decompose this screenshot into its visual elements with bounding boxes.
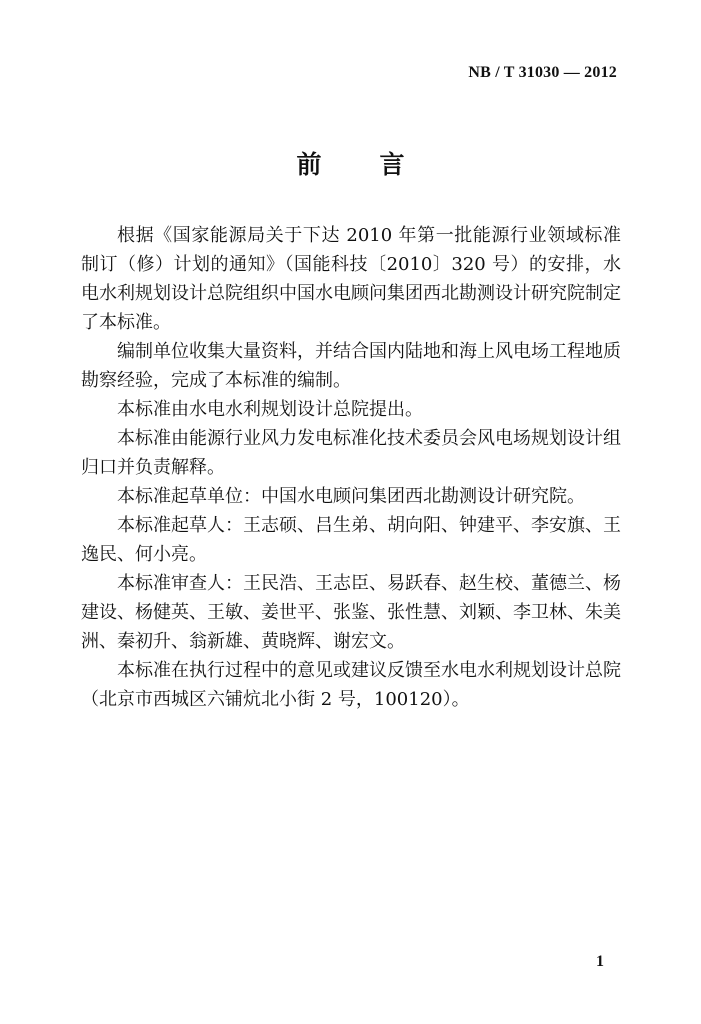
paragraph-responsible: 本标准由能源行业风力发电标准化技术委员会风电场规划设计组归口并负责解释。 [81,428,621,478]
page-number: 1 [596,953,604,970]
page-title: 前言 [296,150,463,179]
foreword-body [81,221,621,714]
paragraph-proposer: 本标准由水电水利规划设计总院提出。 [117,399,423,420]
paragraph-drafters: 本标准起草人：王志硕、吕生弟、胡向阳、钟建平、李安旗、王逸民、何小亮。 [81,515,621,565]
paragraph-drafting-unit: 本标准起草单位：中国水电顾问集团西北勘测设计研究院。 [117,486,585,507]
paragraph-basis: 根据《国家能源局关于下达 2010 年第一批能源行业领域标准制订（修）计划的通知》（国能科技〔2010〕320 号）的安排，水电水利规划设计总院组织中国水电顾问集团西北勘测设计研究院制定了本标准。 [81,225,621,333]
paragraph-reviewers: 本标准审查人：王民浩、王志臣、易跃春、赵生校、董德兰、杨建设、杨健英、王敏、姜世平、张鉴、张性慧、刘颖、李卫林、朱美洲、秦初升、翁新雄、黄晓辉、谢宏文。 [81,573,621,652]
standard-number: NB / T 31030 — 2012 [468,64,617,81]
paragraph-feedback: 本标准在执行过程中的意见或建议反馈至水电水利规划设计总院（北京市西城区六铺炕北小街 2 号，100120）。 [81,660,621,710]
paragraph-compilation: 编制单位收集大量资料，并结合国内陆地和海上风电场工程地质勘察经验，完成了本标准的编制。 [81,341,621,391]
